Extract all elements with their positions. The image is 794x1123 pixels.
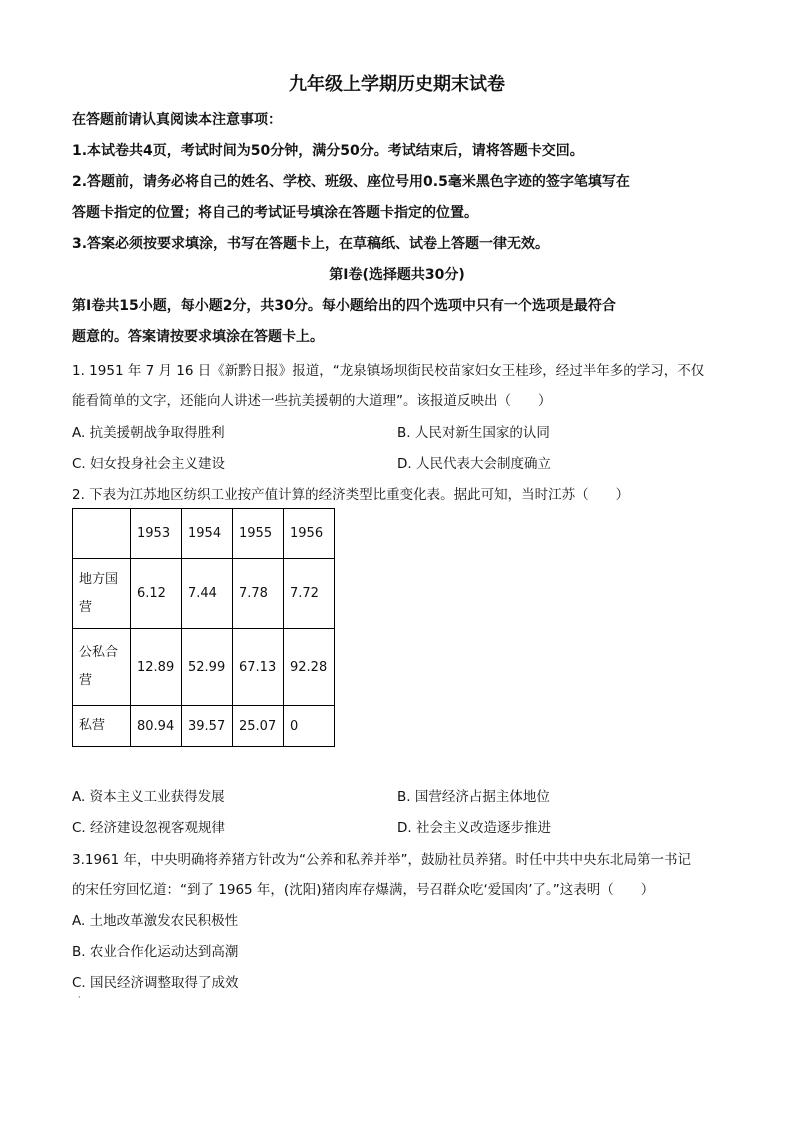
q1-stem-line-2: 能看简单的文字，还能向人讲述一些抗美援朝的大道理”。该报道反映出（ ） — [72, 393, 552, 409]
q1-option-a: A. 抗美援朝战争取得胜利 — [72, 425, 225, 441]
table-year-cell: 1953 — [131, 509, 182, 559]
q1-option-b: B. 人民对新生国家的认同 — [397, 425, 550, 441]
notice-item-2-line-1: 2.答题前，请务必将自己的姓名、学校、班级、座位号用0.5毫米黑色字迹的签字笔填写在 — [72, 174, 630, 190]
q3-option-b: B. 农业合作化运动达到高潮 — [72, 944, 239, 960]
notice-item-1: 1.本试卷共4页，考试时间为50分钟，满分50分。考试结束后，请将答题卡交回。 — [72, 143, 584, 159]
table-cell: 12.89 — [131, 629, 182, 706]
notice-item-2-line-2: 答题卡指定的位置；将自己的考试证号填涂在答题卡指定的位置。 — [72, 205, 478, 221]
table-year-cell: 1955 — [233, 509, 284, 559]
table-cell: 39.57 — [182, 706, 233, 747]
table-cell: 6.12 — [131, 559, 182, 629]
table-row — [73, 629, 335, 706]
table-cell: 7.72 — [284, 559, 335, 629]
table-cell: 67.13 — [233, 629, 284, 706]
row-label-line-2: 营 — [79, 599, 93, 615]
section-title: 第Ⅰ卷(选择题共30分) — [329, 267, 465, 283]
table-row-label: 私营 — [73, 706, 131, 747]
table-row — [73, 706, 335, 747]
q2-data-table — [72, 508, 335, 747]
q3-option-a: A. 土地改革激发农民积极性 — [72, 913, 239, 929]
table-cell: 92.28 — [284, 629, 335, 706]
row-label-line-2: 营 — [79, 673, 93, 688]
q1-stem-line-1: 1. 1951 年 7 月 16 日《新黔日报》报道，“龙泉镇场坝街民校苗家妇女王桂珍，经过半年多的学习，不仅 — [72, 363, 705, 379]
section-intro-line-2: 题意的。答案请按要求填涂在答题卡上。 — [72, 329, 324, 345]
table-year-cell: 1956 — [284, 509, 335, 559]
table-cell: 25.07 — [233, 706, 284, 747]
table-row-label — [73, 629, 131, 706]
notice-heading: 在答题前请认真阅读本注意事项： — [72, 112, 282, 128]
q2-option-c: C. 经济建设忽视客观规律 — [72, 820, 226, 836]
row-label-line-1: 地方国 — [79, 571, 119, 587]
stray-dot: · — [78, 993, 81, 1002]
table-year-cell: 1954 — [182, 509, 233, 559]
section-intro-line-1: 第Ⅰ卷共15小题，每小题2分，共30分。每小题给出的四个选项中只有一个选项是最符合 — [72, 298, 616, 314]
q3-stem-line-1: 3.1961 年，中央明确将养猪方针改为“公养和私养并举”，鼓励社员养猪。时任中共中央东北局第一书记 — [72, 852, 692, 868]
q2-option-b: B. 国营经济占据主体地位 — [397, 789, 550, 805]
table-cell: 7.78 — [233, 559, 284, 629]
q1-option-d: D. 人民代表大会制度确立 — [397, 456, 551, 472]
table-row — [73, 559, 335, 629]
table-cell: 0 — [284, 706, 335, 747]
q2-stem: 2. 下表为江苏地区纺织工业按产值计算的经济类型比重变化表。据此可知，当时江苏（ ） — [72, 487, 630, 503]
table-row-label — [73, 559, 131, 629]
q2-option-d: D. 社会主义改造逐步推进 — [397, 820, 551, 836]
q1-option-c: C. 妇女投身社会主义建设 — [72, 456, 226, 472]
q3-option-c: C. 国民经济调整取得了成效 — [72, 975, 239, 991]
table-corner-cell — [73, 509, 131, 559]
table-cell: 80.94 — [131, 706, 182, 747]
row-label-line-1: 公私合 — [79, 645, 119, 660]
table-cell: 52.99 — [182, 629, 233, 706]
exam-title: 九年级上学期历史期末试卷 — [289, 74, 505, 95]
q3-stem-line-2: 的宋任穷回忆道：“到了 1965 年，(沈阳)猪肉库存爆满，号召群众吃‘爱国肉’了。”这表明（ ） — [72, 882, 655, 898]
q2-option-a: A. 资本主义工业获得发展 — [72, 789, 225, 805]
table-cell: 7.44 — [182, 559, 233, 629]
notice-item-3: 3.答案必须按要求填涂，书写在答题卡上，在草稿纸、试卷上答题一律无效。 — [72, 236, 550, 252]
table-header-row — [73, 509, 335, 559]
